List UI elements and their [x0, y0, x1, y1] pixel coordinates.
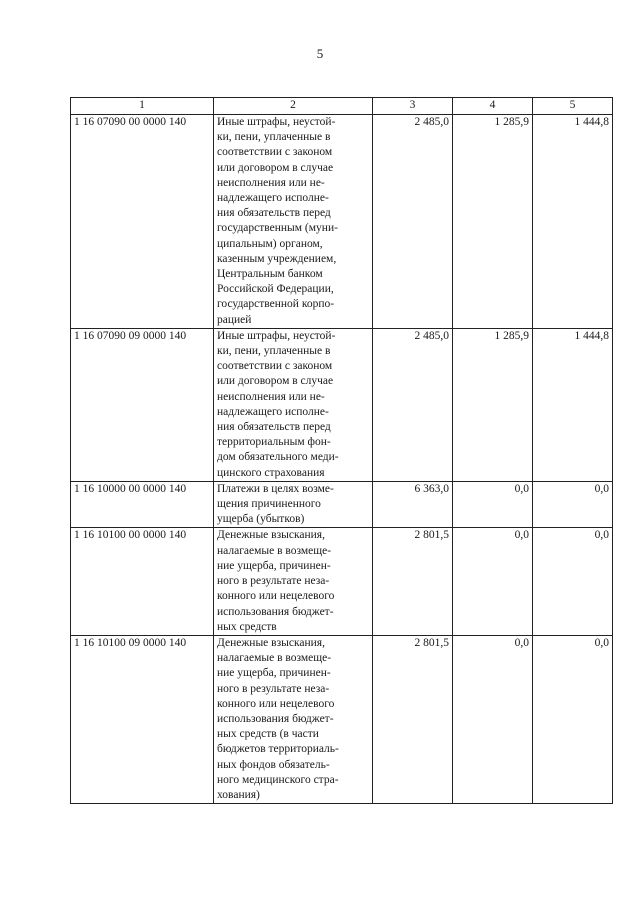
description-cell: Денежные взыскания, налагаемые в возмеще- ние ущерба, причинен- ного в результате неза- конного или нецелевого использования бюджет- ных средств (в части бюджетов территориаль- ных фондов обязатель- ного медицинского стра- хования) — [214, 635, 373, 803]
table-row — [71, 528, 613, 635]
code-cell: 1 16 10100 00 0000 140 — [71, 528, 214, 635]
table-row — [71, 115, 613, 329]
value-cell-col5: 1 444,8 — [533, 328, 613, 481]
column-header-5: 5 — [533, 98, 613, 115]
table-row — [71, 481, 613, 528]
value-cell-col3: 2 801,5 — [373, 528, 453, 635]
value-cell-col3: 2 485,0 — [373, 115, 453, 329]
column-header-4: 4 — [453, 98, 533, 115]
table-row — [71, 635, 613, 803]
code-cell: 1 16 07090 09 0000 140 — [71, 328, 214, 481]
page-number: 5 — [316, 46, 324, 61]
value-cell-col5: 0,0 — [533, 635, 613, 803]
code-cell: 1 16 07090 00 0000 140 — [71, 115, 214, 329]
value-cell-col5: 0,0 — [533, 528, 613, 635]
value-cell-col4: 0,0 — [453, 528, 533, 635]
value-cell-col4: 0,0 — [453, 481, 533, 528]
value-cell-col3: 2 801,5 — [373, 635, 453, 803]
code-cell: 1 16 10100 09 0000 140 — [71, 635, 214, 803]
table-row — [71, 328, 613, 481]
value-cell-col5: 0,0 — [533, 481, 613, 528]
budget-table — [70, 97, 613, 804]
value-cell-col4: 1 285,9 — [453, 115, 533, 329]
value-cell-col3: 6 363,0 — [373, 481, 453, 528]
description-cell: Денежные взыскания, налагаемые в возмеще- ние ущерба, причинен- ного в результате неза- конного или нецелевого использования бюджет- ных средств — [214, 528, 373, 635]
column-header-3: 3 — [373, 98, 453, 115]
column-header-2: 2 — [214, 98, 373, 115]
value-cell-col4: 1 285,9 — [453, 328, 533, 481]
column-header-1: 1 — [71, 98, 214, 115]
value-cell-col4: 0,0 — [453, 635, 533, 803]
description-cell: Иные штрафы, неустой- ки, пени, уплаченные в соответствии с законом или договором в случае неисполнения или не- надлежащего исполне- ния обязательств перед территориальным фон- дом обязательного меди- цинского страхования — [214, 328, 373, 481]
code-cell: 1 16 10000 00 0000 140 — [71, 481, 214, 528]
value-cell-col3: 2 485,0 — [373, 328, 453, 481]
description-cell: Иные штрафы, неустой- ки, пени, уплаченные в соответствии с законом или договором в случае неисполнения или не- надлежащего исполне- ния обязательств перед государственным (муни- ципальным) органом, казенным учреждением, Центральным банком Российской Федерации, государственной корпо- рацией — [214, 115, 373, 329]
table-body — [71, 115, 613, 804]
header-row — [71, 98, 613, 115]
value-cell-col5: 1 444,8 — [533, 115, 613, 329]
description-cell: Платежи в целях возме- щения причиненного ущерба (убытков) — [214, 481, 373, 528]
